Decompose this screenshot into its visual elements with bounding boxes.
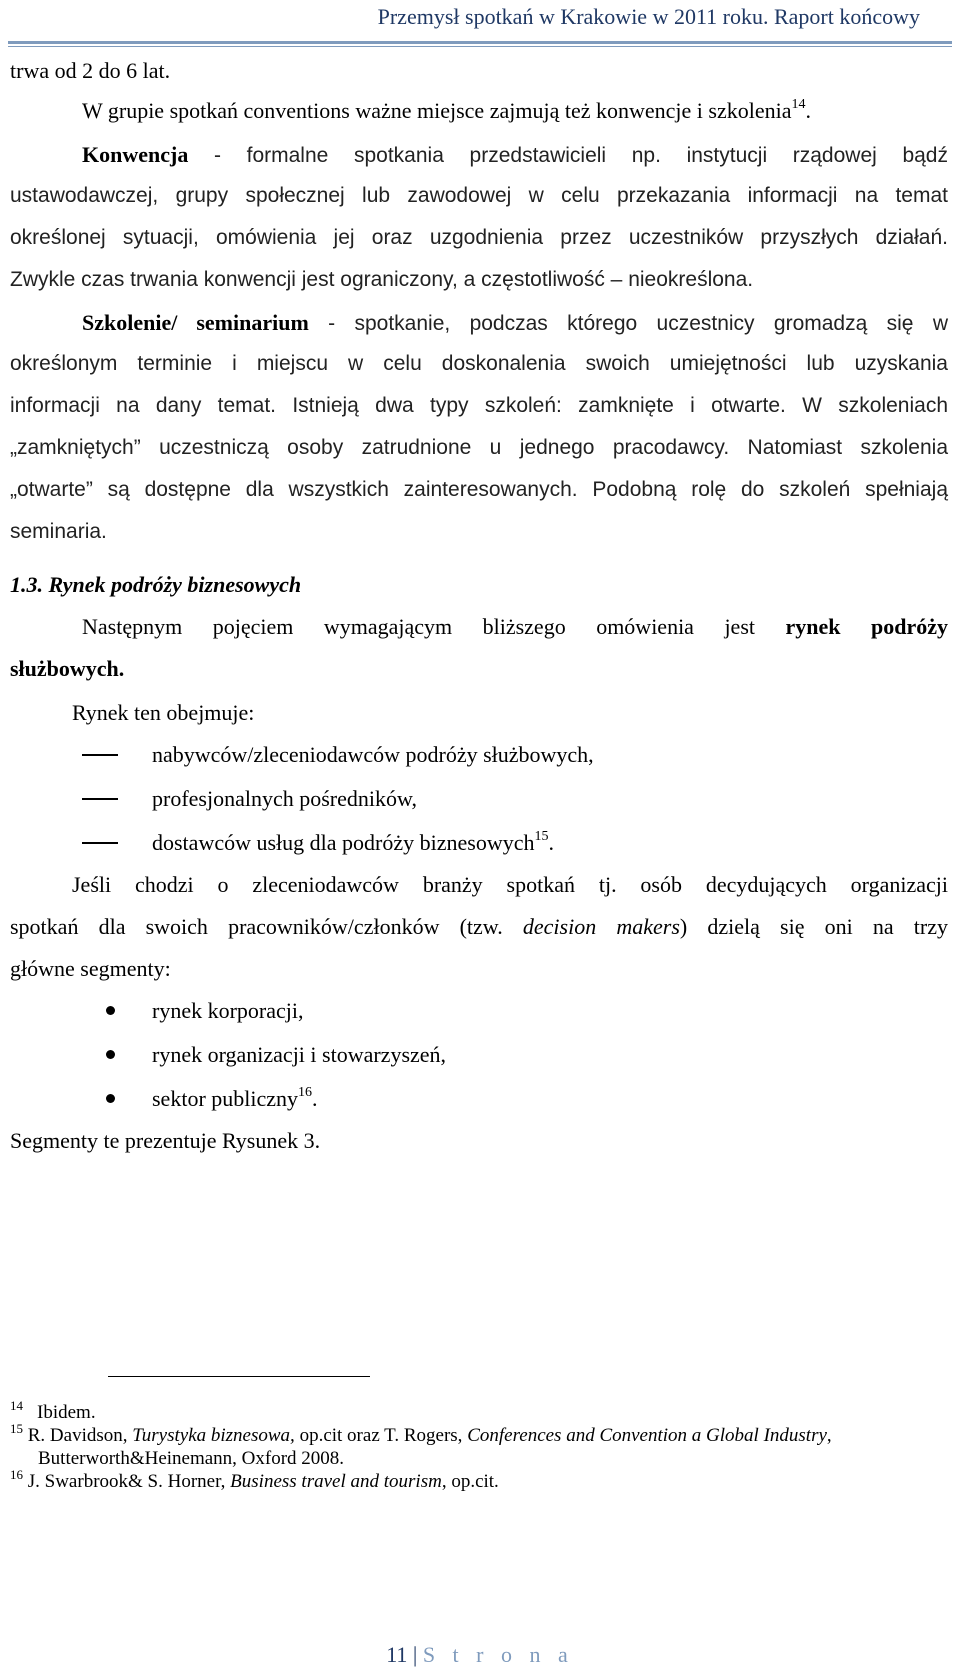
- paragraph-conventions: W grupie spotkań conventions ważne miejsce zajmują też konwencje i szkolenia$^{14}$.: [82, 97, 811, 123]
- rynek-line-1: Następnym pojęciem wymagającym bliższego omówienia jest rynek podróży: [82, 614, 948, 639]
- obejmuje-line: Rynek ten obejmuje:: [72, 700, 255, 725]
- running-header: Przemysł spotkań w Krakowie w 2011 roku. Raport końcowy: [377, 4, 920, 29]
- dash-list-item: nabywców/zleceniodawców podróży służbowych,: [152, 742, 594, 767]
- szkolenie-line-3: informacji na dany temat. Istnieją dwa typy szkoleń: zamknięte i otwarte. W szkoleniach: [10, 394, 948, 417]
- footnote-15: $^{15}$ R. Davidson, Turystyka biznesowa, op.cit oraz T. Rogers, Conferences and Convention a Global Industry,: [10, 1421, 832, 1446]
- bullet-list-item: sektor publiczny$^{16}$.: [152, 1085, 318, 1111]
- konwencja-line-2: ustawodawczej, grupy społecznej lub zawodowej w celu przekazania informacji na temat: [10, 184, 948, 207]
- szkolenie-line-6: seminaria.: [10, 520, 107, 543]
- konwencja-line-1: Konwencja - formalne spotkania przedstawicieli np. instytucji rządowej bądź: [82, 142, 948, 167]
- footnote-16: $^{16}$ J. Swarbrook& S. Horner, Business travel and tourism, op.cit.: [10, 1467, 499, 1492]
- header-rule: [8, 41, 952, 44]
- bullet-marker: [106, 1006, 115, 1015]
- jesli-line-2: spotkań dla swoich pracowników/członków (tzw. decision makers) dzielą się oni na trzy: [10, 914, 948, 939]
- konwencja-line-3: określonej sytuacji, omówienia jej oraz uzgodnienia przez uczestników przyszłych działań.: [10, 226, 948, 249]
- dash-marker: [82, 754, 118, 756]
- footer-separator: |: [412, 1642, 418, 1667]
- section-heading: 1.3. Rynek podróży biznesowych: [10, 572, 302, 597]
- dash-marker: [82, 842, 118, 844]
- szkolenie-line-4: „zamkniętych” uczestniczą osoby zatrudnione u jednego pracodawcy. Natomiast szkolenia: [10, 436, 948, 459]
- footnote-ref-16: 16: [298, 1085, 313, 1100]
- term-szkolenie: Szkolenie/ seminarium: [82, 310, 309, 335]
- rynek-line-2: służbowych.: [10, 656, 125, 681]
- term-decision-makers: decision makers: [522, 914, 680, 939]
- page-footer: [0, 1642, 960, 1668]
- dash-marker: [82, 798, 118, 800]
- bullet-list-item: rynek korporacji,: [152, 998, 304, 1023]
- szkolenie-line-5: „otwarte” są dostępne dla wszystkich zainteresowanych. Podobną rolę do szkoleń spełniają: [10, 478, 948, 501]
- bullet-marker: [106, 1094, 115, 1103]
- footnote-separator: [108, 1376, 370, 1377]
- dash-list-item: profesjonalnych pośredników,: [152, 786, 417, 811]
- term-konwencja: Konwencja: [82, 142, 189, 167]
- szkolenie-line-2: określonym terminie i miejscu w celu doskonalenia swoich umiejętności lub uzyskania: [10, 352, 948, 375]
- footnote-14: $^{14}$ Ibidem.: [10, 1398, 96, 1423]
- segmenty-line: Segmenty te prezentuje Rysunek 3.: [10, 1128, 321, 1153]
- term-rynek: rynek podróży: [785, 614, 948, 639]
- jesli-line-1: Jeśli chodzi o zleceniodawców branży spotkań tj. osób decydujących organizacji: [72, 872, 948, 897]
- szkolenie-line-1: Szkolenie/ seminarium - spotkanie, podczas którego uczestnicy gromadzą się w: [82, 310, 948, 335]
- footer-label: S t r o n a: [422, 1642, 574, 1667]
- bullet-list-item: rynek organizacji i stowarzyszeń,: [152, 1042, 447, 1067]
- footnote-ref-14: 14: [791, 97, 806, 112]
- footnote-15-continued: Butterworth&Heinemann, Oxford 2008.: [38, 1448, 345, 1469]
- header-rule-thin: [8, 46, 952, 47]
- footnote-ref-15: 15: [534, 829, 549, 844]
- konwencja-line-4: Zwykle czas trwania konwencji jest ograniczony, a częstotliwość – nieokreślona.: [10, 268, 754, 291]
- paragraph-line: trwa od 2 do 6 lat.: [10, 58, 171, 83]
- dash-list-item: dostawców usług dla podróży biznesowych$^{15}$.: [152, 829, 554, 855]
- page-number: 11: [386, 1642, 408, 1667]
- bullet-marker: [106, 1050, 115, 1059]
- jesli-line-3: główne segmenty:: [10, 956, 171, 981]
